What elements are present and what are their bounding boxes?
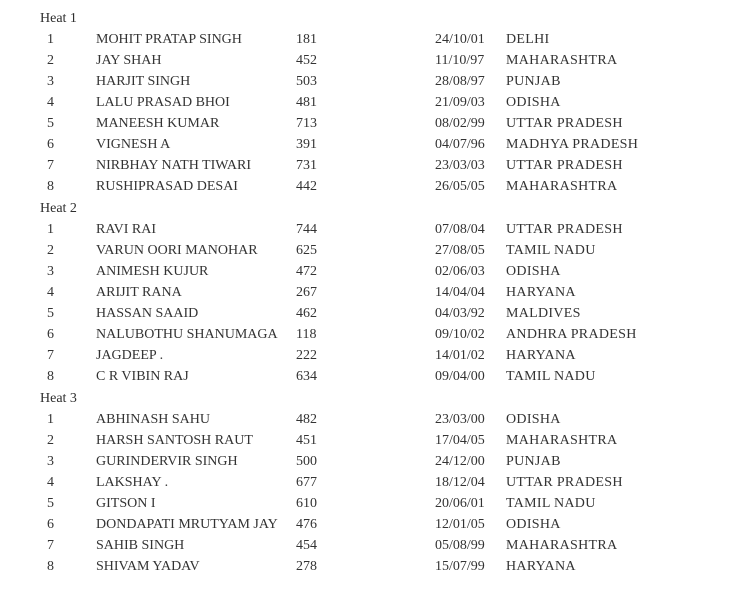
- heat-list-document: [0, 8, 751, 577]
- state-name: MALDIVES: [506, 306, 581, 321]
- lane-number: 4: [47, 285, 54, 300]
- athlete-name: VARUN OORI MANOHAR: [96, 243, 258, 258]
- date-of-birth: 04/03/92: [435, 306, 485, 321]
- athlete-row: [0, 324, 751, 345]
- date-of-birth: 14/04/04: [435, 285, 485, 300]
- date-of-birth: 14/01/02: [435, 348, 485, 363]
- date-of-birth: 18/12/04: [435, 475, 485, 490]
- date-of-birth: 04/07/96: [435, 137, 485, 152]
- athlete-row: [0, 556, 751, 577]
- state-name: ODISHA: [506, 264, 561, 279]
- athlete-row: [0, 155, 751, 176]
- state-name: UTTAR PRADESH: [506, 475, 623, 490]
- lane-number: 8: [47, 559, 54, 574]
- date-of-birth: 24/12/00: [435, 454, 485, 469]
- lane-number: 5: [47, 306, 54, 321]
- date-of-birth: 11/10/97: [435, 53, 485, 68]
- lane-number: 3: [47, 74, 54, 89]
- state-name: TAMIL NADU: [506, 369, 596, 384]
- date-of-birth: 23/03/00: [435, 412, 485, 427]
- bib-number: 452: [296, 53, 317, 68]
- athlete-row: [0, 472, 751, 493]
- athlete-name: NALUBOTHU SHANUMAGA: [96, 327, 278, 342]
- athlete-row: [0, 514, 751, 535]
- date-of-birth: 23/03/03: [435, 158, 485, 173]
- athlete-row: [0, 430, 751, 451]
- athlete-row: [0, 345, 751, 366]
- heat-section: [0, 388, 751, 577]
- bib-number: 442: [296, 179, 317, 194]
- athlete-name: MOHIT PRATAP SINGH: [96, 32, 242, 47]
- state-name: ODISHA: [506, 412, 561, 427]
- athlete-row: [0, 451, 751, 472]
- lane-number: 1: [47, 32, 54, 47]
- bib-number: 481: [296, 95, 317, 110]
- lane-number: 2: [47, 433, 54, 448]
- state-name: ODISHA: [506, 517, 561, 532]
- athlete-name: HARJIT SINGH: [96, 74, 191, 89]
- state-name: TAMIL NADU: [506, 243, 596, 258]
- lane-number: 6: [47, 517, 54, 532]
- bib-number: 222: [296, 348, 317, 363]
- bib-number: 476: [296, 517, 317, 532]
- athlete-name: LAKSHAY .: [96, 475, 169, 490]
- state-name: ODISHA: [506, 95, 561, 110]
- state-name: HARYANA: [506, 285, 576, 300]
- athlete-row: [0, 176, 751, 197]
- lane-number: 7: [47, 158, 54, 173]
- athlete-row: [0, 282, 751, 303]
- lane-number: 3: [47, 454, 54, 469]
- athlete-name: NIRBHAY NATH TIWARI: [96, 158, 252, 173]
- lane-number: 5: [47, 116, 54, 131]
- state-name: MADHYA PRADESH: [506, 137, 639, 152]
- state-name: HARYANA: [506, 348, 576, 363]
- state-name: MAHARASHTRA: [506, 433, 618, 448]
- lane-number: 2: [47, 53, 54, 68]
- lane-number: 4: [47, 475, 54, 490]
- bib-number: 500: [296, 454, 317, 469]
- athlete-name: HARSH SANTOSH RAUT: [96, 433, 253, 448]
- bib-number: 482: [296, 412, 317, 427]
- date-of-birth: 12/01/05: [435, 517, 485, 532]
- heat-section: [0, 8, 751, 197]
- lane-number: 6: [47, 137, 54, 152]
- state-name: ANDHRA PRADESH: [506, 327, 637, 342]
- athlete-row: [0, 366, 751, 387]
- date-of-birth: 20/06/01: [435, 496, 485, 511]
- athlete-name: SHIVAM YADAV: [96, 559, 200, 574]
- athlete-row: [0, 261, 751, 282]
- athlete-name: GITSON I: [96, 496, 156, 511]
- athlete-name: RUSHIPRASAD DESAI: [96, 179, 238, 194]
- athlete-name: HASSAN SAAID: [96, 306, 199, 321]
- date-of-birth: 24/10/01: [435, 32, 485, 47]
- state-name: MAHARASHTRA: [506, 179, 618, 194]
- bib-number: 118: [296, 327, 317, 342]
- bib-number: 625: [296, 243, 317, 258]
- lane-number: 5: [47, 496, 54, 511]
- state-name: UTTAR PRADESH: [506, 222, 623, 237]
- bib-number: 731: [296, 158, 317, 173]
- heat-section: [0, 198, 751, 387]
- athlete-name: LALU PRASAD BHOI: [96, 95, 230, 110]
- athlete-row: [0, 409, 751, 430]
- lane-number: 7: [47, 538, 54, 553]
- state-name: PUNJAB: [506, 454, 561, 469]
- bib-number: 713: [296, 116, 317, 131]
- bib-number: 677: [296, 475, 317, 490]
- bib-number: 267: [296, 285, 317, 300]
- athlete-row: [0, 219, 751, 240]
- lane-number: 3: [47, 264, 54, 279]
- athlete-row: [0, 29, 751, 50]
- state-name: TAMIL NADU: [506, 496, 596, 511]
- athlete-name: JAGDEEP .: [96, 348, 164, 363]
- bib-number: 503: [296, 74, 317, 89]
- athlete-row: [0, 50, 751, 71]
- athlete-row: [0, 240, 751, 261]
- athlete-name: DONDAPATI MRUTYAM JAY: [96, 517, 278, 532]
- lane-number: 7: [47, 348, 54, 363]
- athlete-name: ABHINASH SAHU: [96, 412, 210, 427]
- athlete-row: [0, 92, 751, 113]
- lane-number: 6: [47, 327, 54, 342]
- state-name: MAHARASHTRA: [506, 53, 618, 68]
- date-of-birth: 07/08/04: [435, 222, 485, 237]
- date-of-birth: 21/09/03: [435, 95, 485, 110]
- date-of-birth: 15/07/99: [435, 559, 485, 574]
- bib-number: 634: [296, 369, 317, 384]
- date-of-birth: 09/10/02: [435, 327, 485, 342]
- athlete-name: ANIMESH KUJUR: [96, 264, 209, 279]
- date-of-birth: 08/02/99: [435, 116, 485, 131]
- state-name: UTTAR PRADESH: [506, 116, 623, 131]
- athlete-row: [0, 113, 751, 134]
- athlete-name: GURINDERVIR SINGH: [96, 454, 238, 469]
- athlete-name: RAVI RAI: [96, 222, 157, 237]
- date-of-birth: 17/04/05: [435, 433, 485, 448]
- date-of-birth: 09/04/00: [435, 369, 485, 384]
- athlete-row: [0, 493, 751, 514]
- lane-number: 8: [47, 179, 54, 194]
- date-of-birth: 05/08/99: [435, 538, 485, 553]
- bib-number: 472: [296, 264, 317, 279]
- athlete-row: [0, 134, 751, 155]
- athlete-row: [0, 71, 751, 92]
- athlete-name: C R VIBIN RAJ: [96, 369, 189, 384]
- heat-title: Heat 3: [40, 391, 77, 406]
- state-name: HARYANA: [506, 559, 576, 574]
- date-of-birth: 28/08/97: [435, 74, 485, 89]
- state-name: MAHARASHTRA: [506, 538, 618, 553]
- lane-number: 8: [47, 369, 54, 384]
- state-name: UTTAR PRADESH: [506, 158, 623, 173]
- bib-number: 454: [296, 538, 317, 553]
- date-of-birth: 02/06/03: [435, 264, 485, 279]
- athlete-name: ARIJIT RANA: [96, 285, 182, 300]
- athlete-name: MANEESH KUMAR: [96, 116, 220, 131]
- athlete-name: JAY SHAH: [96, 53, 162, 68]
- lane-number: 1: [47, 222, 54, 237]
- bib-number: 610: [296, 496, 317, 511]
- lane-number: 4: [47, 95, 54, 110]
- heat-title: Heat 1: [40, 11, 77, 26]
- bib-number: 462: [296, 306, 317, 321]
- state-name: PUNJAB: [506, 74, 561, 89]
- bib-number: 278: [296, 559, 317, 574]
- athlete-name: VIGNESH A: [96, 137, 171, 152]
- bib-number: 451: [296, 433, 317, 448]
- athlete-row: [0, 303, 751, 324]
- bib-number: 181: [296, 32, 317, 47]
- date-of-birth: 27/08/05: [435, 243, 485, 258]
- lane-number: 2: [47, 243, 54, 258]
- lane-number: 1: [47, 412, 54, 427]
- date-of-birth: 26/05/05: [435, 179, 485, 194]
- state-name: DELHI: [506, 32, 550, 47]
- athlete-name: SAHIB SINGH: [96, 538, 185, 553]
- bib-number: 744: [296, 222, 317, 237]
- athlete-row: [0, 535, 751, 556]
- heat-title: Heat 2: [40, 201, 77, 216]
- bib-number: 391: [296, 137, 317, 152]
